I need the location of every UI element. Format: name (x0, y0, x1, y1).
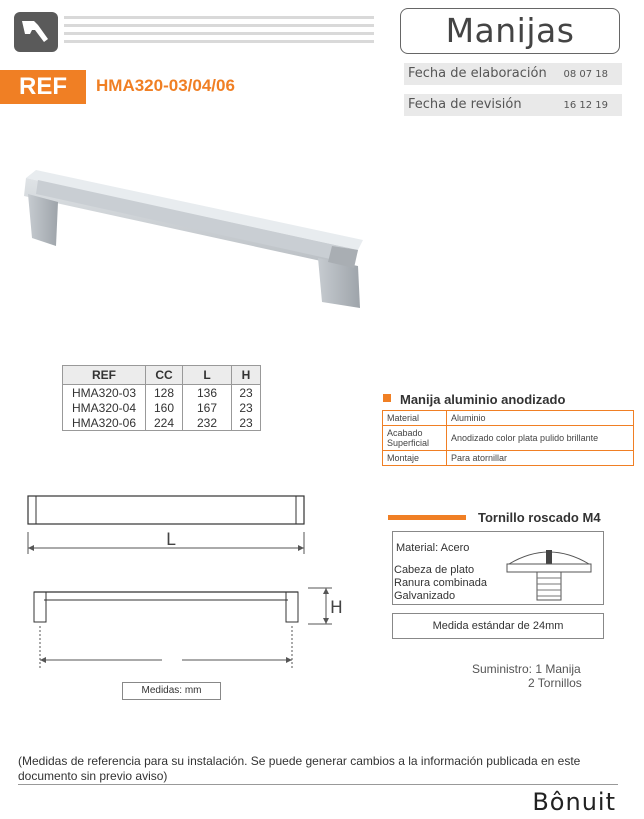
supply-line: 2 Tornillos (528, 676, 582, 690)
spec-table (382, 410, 634, 466)
screw-line: Galvanizado (394, 590, 456, 602)
table-cell: 128 (146, 385, 183, 401)
page-title: Manijas (400, 8, 620, 54)
table-header: REF (63, 366, 146, 385)
spec-key: Material (383, 411, 447, 426)
spec-bullet-icon (383, 394, 391, 402)
footer-rule (18, 784, 618, 785)
table-cell: HMA320-06 (63, 415, 146, 431)
table-cell: HMA320-04 (63, 400, 146, 415)
table-cell: HMA320-03 (63, 385, 146, 401)
fecha-revision-row (404, 94, 622, 116)
spec-title: Manija aluminio anodizado (400, 392, 566, 407)
screw-material: Material: Acero (396, 542, 470, 554)
table-row (63, 385, 261, 401)
handle-product-image (18, 158, 373, 318)
ref-code: HMA320-03/04/06 (96, 76, 235, 95)
fecha-revision-value: 16 12 19 (563, 100, 608, 111)
spec-value: Anodizado color plata pulido brillante (447, 426, 634, 451)
header-rule (64, 32, 374, 35)
header-rule (64, 24, 374, 27)
table-row (63, 415, 261, 431)
medidas-label: Medidas: mm (122, 682, 221, 700)
fecha-elaboracion-label: Fecha de elaboración (408, 66, 547, 81)
screw-title: Tornillo roscado M4 (478, 510, 601, 525)
fecha-elaboracion-row (404, 63, 622, 85)
technical-drawing (22, 490, 352, 675)
table-header: CC (146, 366, 183, 385)
table-cell: 23 (232, 400, 261, 415)
ref-badge: REF (0, 70, 86, 104)
table-cell: 232 (183, 415, 232, 431)
table-cell: 23 (232, 415, 261, 431)
table-header: H (232, 366, 261, 385)
spec-key: Montaje (383, 451, 447, 466)
fecha-elaboracion-value: 08 07 18 (563, 69, 608, 80)
spec-value: Aluminio (447, 411, 634, 426)
table-row (383, 411, 634, 426)
screw-box (392, 531, 604, 605)
fecha-revision-label: Fecha de revisión (408, 97, 522, 112)
table-cell: 136 (183, 385, 232, 401)
table-row (383, 426, 634, 451)
brand-logo-icon (14, 12, 58, 52)
table-header: L (183, 366, 232, 385)
screw-line: Ranura combinada (394, 577, 487, 589)
screw-accent-bar (388, 515, 466, 520)
table-cell: 224 (146, 415, 183, 431)
disclaimer-text: (Medidas de referencia para su instalación. Se puede generar cambios a la información publicada en este documento sin previo aviso) (18, 754, 581, 783)
dimension-label-l: L (166, 530, 176, 550)
screw-measure-box: Medida estándar de 24mm (392, 613, 604, 639)
dimension-label-h: H (330, 598, 343, 618)
header-rule (64, 40, 374, 43)
spec-key: Acabado Superficial (383, 426, 447, 451)
table-row (383, 451, 634, 466)
header-rule (64, 16, 374, 19)
screw-line: Cabeza de plato (394, 564, 475, 576)
table-cell: 160 (146, 400, 183, 415)
spec-value: Para atornillar (447, 451, 634, 466)
table-cell: 167 (183, 400, 232, 415)
supply-line: Suministro: 1 Manija (472, 662, 581, 676)
dimensions-table (62, 365, 261, 431)
table-row (63, 400, 261, 415)
table-cell: 23 (232, 385, 261, 401)
brand-name: Bônuit (532, 788, 616, 816)
screw-drawing-icon (499, 540, 599, 602)
